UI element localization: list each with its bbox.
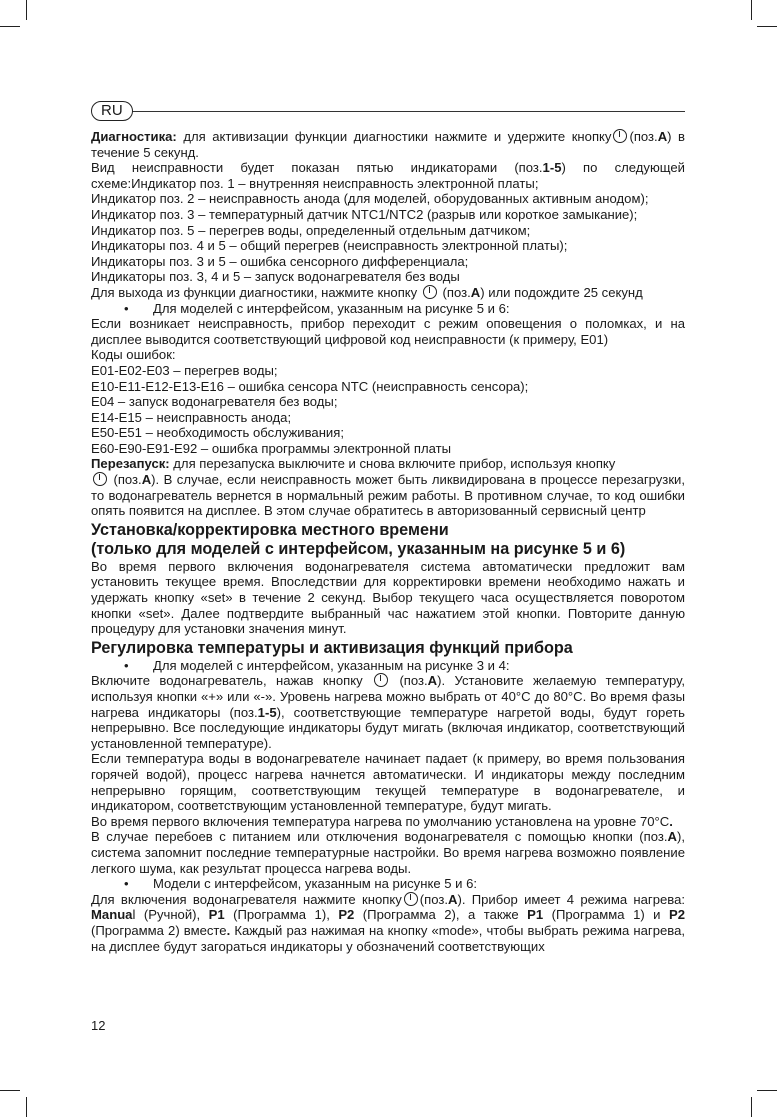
diagnostics-paragraph: [91, 129, 685, 160]
text: Вид неисправности будет показан пятью индикаторами (поз.: [91, 160, 543, 176]
power-button-icon: [374, 673, 388, 687]
text: (поз.: [629, 129, 658, 144]
temp-paragraph: [91, 829, 685, 876]
power-button-icon: [423, 285, 437, 299]
diagnostics-exit: [91, 285, 685, 301]
crop-mark: [0, 26, 20, 27]
text: Во время первого включения водонагревателя система автоматически предложит вам установить текущее время. Впоследствии для корректировки времени необходимо нажать и удержать кнопку «set» в течение 2 секунд. Выбор текущего часа осуществляется поворотом кнопки «set»: [91, 558, 685, 621]
text: ) по следующей схеме:Индикатор поз. 1 – внутренняя неисправность электронной платы;: [91, 160, 685, 191]
mode-name: P2: [338, 907, 355, 923]
diag-list-item: Индикаторы поз. 4 и 5 – общий перегрев (неисправность электронной платы);: [91, 238, 568, 254]
position-ref: A: [141, 472, 152, 488]
text: ). Установите желаемую температуру, используя кнопки «+» или «-». Уровень нагрева можно выбрать от 40°C до 80°C. Во время фазы нагрева индикаторы (поз.: [91, 673, 685, 720]
text: Во время первого включения температура нагрева по умолчанию установлена на уровне 70°C: [91, 813, 670, 829]
error-code-item: E60-E90-E91-E92 – ошибка программы электронной платы: [91, 440, 451, 456]
crop-mark: [751, 0, 752, 20]
crop-mark: [26, 0, 27, 20]
error-code-item: E14-E15 – неисправность анода;: [91, 409, 292, 425]
header-rule: [117, 111, 685, 112]
crop-mark: [0, 1090, 20, 1091]
page-content: [91, 129, 685, 954]
text: (Программа 1),: [224, 907, 339, 923]
diag-list-item: Индикаторы поз. 3 и 5 – ошибка сенсорного дифференциала;: [91, 253, 469, 269]
page-number: 12: [91, 1018, 106, 1033]
text: ), соответствующие температуре нагретой воды, будут гореть непрерывно. Все последующие индикаторы будут мигать (включая индикатор, соответствующий установленной температуре).: [91, 704, 685, 751]
position-ref: A: [657, 129, 668, 144]
text: Включите водонагреватель, нажав кнопку: [91, 673, 363, 689]
mode-name: P1: [527, 907, 544, 923]
text: ). В случае, если неисправность может быть ликвидирована в процессе перезагрузки, то водонагреватель вернется в нормальный режим работы. В противном случае, то код ошибки опять появится на дисплее: [91, 472, 685, 519]
mode-name: P2: [668, 907, 685, 923]
crop-mark: [757, 1090, 777, 1091]
position-ref: A: [427, 673, 438, 689]
text: .: [226, 922, 231, 938]
text: (Программа 2) вместе: [91, 922, 227, 938]
text: Для выхода из функции диагностики, нажмите кнопку: [91, 284, 418, 300]
error-code-item: E01-E02-E03 – перегрев воды;: [91, 362, 278, 378]
text: . Далее подтвердите выбранный час нажатием этой кнопки: [170, 605, 558, 621]
diag-list-item: Индикатор поз. 3 – температурный датчик NTC1/NTC2 (разрыв или короткое замыкание);: [91, 206, 638, 222]
temp-paragraph: Если температура воды в водонагревателе начинает падает (к примеру, во время пользования горячей водой), процесс нагрева начнется автоматически. И индикаторы между последним непрерывно горящим, соответствующим текущей температуре в водонагревателе, и индикатором, соответствующим установленной температуре, будут мигать.: [91, 751, 685, 814]
text: В случае перебоев с питанием или отключения водонагревателя с помощью кнопки (поз.: [91, 829, 668, 845]
text: (Программа 2), а также: [354, 907, 528, 923]
restart-paragraph: [91, 472, 685, 519]
text: (поз.: [419, 891, 448, 907]
crop-mark: [26, 1097, 27, 1117]
position-ref: 1-5: [542, 160, 562, 176]
bullet-item: • Для моделей с интерфейсом, указанным на рисунке 3 и 4:: [91, 658, 685, 674]
language-badge: RU: [91, 101, 133, 121]
error-code-item: E50-E51 – необходимость обслуживания;: [91, 425, 344, 441]
text: ) в течение 5 секунд.: [91, 129, 686, 160]
position-ref: 1-5: [257, 704, 277, 720]
crop-mark: [757, 26, 777, 27]
text: . В этом случае обратитесь в авторизованный сервисный центр: [256, 503, 646, 519]
position-ref: A: [667, 829, 677, 845]
position-ref: A: [447, 891, 458, 907]
section-heading: Установка/корректировка местного времени: [91, 520, 449, 539]
mode-name: Manua: [91, 907, 133, 923]
error-mode-paragraph: Если возникает неисправность, прибор переходит с режим оповещения о поломках, и на дисплее выводится соответствующий цифровой код неисправности (к примеру, E01): [91, 316, 685, 347]
error-code-item: E10-E11-E12-E13-E16 – ошибка сенсора NTC (неисправность сенсора);: [91, 378, 529, 394]
temp-paragraph: [91, 814, 685, 830]
section-subheading: (только для моделей с интерфейсом, указанным на рисунке 5 и 6): [91, 539, 626, 558]
text: Каждый раз нажимая на кнопку «mode», чтобы выбрать режима нагрева, на дисплее будут загораться индикаторы у обозначений соответствующих: [91, 922, 686, 954]
text: Для включения водонагревателя нажмите кнопку: [91, 891, 402, 907]
text: (поз.: [399, 673, 428, 689]
text: .: [669, 813, 673, 829]
restart-title: Перезапуск:: [91, 456, 170, 472]
text: . Повторите данную процедуру для установки значения минут.: [91, 605, 686, 637]
text: ) или подождите 25 секунд: [480, 284, 643, 300]
bullet-item: • Для моделей с интерфейсом, указанным на рисунке 5 и 6:: [91, 301, 685, 317]
restart-line: [91, 456, 685, 472]
modes-paragraph: [91, 892, 685, 954]
error-codes-title: Коды ошибок:: [91, 347, 176, 363]
diagnostics-title: Диагностика:: [91, 129, 177, 144]
diag-list-item: Индикатор поз. 2 – неисправность анода (для моделей, оборудованных активным анодом);: [91, 191, 649, 207]
power-button-icon: [404, 892, 418, 906]
text: (поз.: [113, 472, 142, 488]
diag-list-item: Индикаторы поз. 3, 4 и 5 – запуск водонагревателя без воды: [91, 269, 460, 285]
error-code-item: E04 – запуск водонагревателя без воды;: [91, 394, 338, 410]
time-paragraph: [91, 559, 685, 637]
mode-name: P1: [208, 907, 225, 923]
text: l (Ручной),: [132, 907, 209, 923]
power-button-icon: [613, 129, 627, 143]
manual-page: [91, 101, 685, 954]
power-button-icon: [93, 472, 107, 486]
text: для активизации функции диагностики нажмите и удержите кнопку: [183, 129, 612, 144]
crop-mark: [751, 1097, 752, 1117]
position-ref: A: [470, 284, 481, 300]
text: (поз.: [442, 284, 471, 300]
text: ), система запомнит последние температурные настройки. Во время нагрева возможно появление легкого шума, как результат процесса нагрева воды.: [91, 829, 685, 876]
text: для перезапуска выключите и снова включите прибор, используя кнопку: [173, 456, 616, 472]
section-heading: Регулировка температуры и активизация функций прибора: [91, 638, 573, 657]
language-header: [91, 101, 685, 125]
text: ). Прибор имеет 4 режима нагрева:: [457, 891, 685, 907]
bullet-item: • Модели с интерфейсом, указанным на рисунке 5 и 6:: [91, 876, 685, 892]
temp-paragraph: [91, 673, 685, 751]
diagnostics-scheme: [91, 160, 685, 191]
diag-list-item: Индикатор поз. 5 – перегрев воды, определенный отдельным датчиком;: [91, 222, 531, 238]
text: (Программа 1) и: [543, 907, 669, 923]
